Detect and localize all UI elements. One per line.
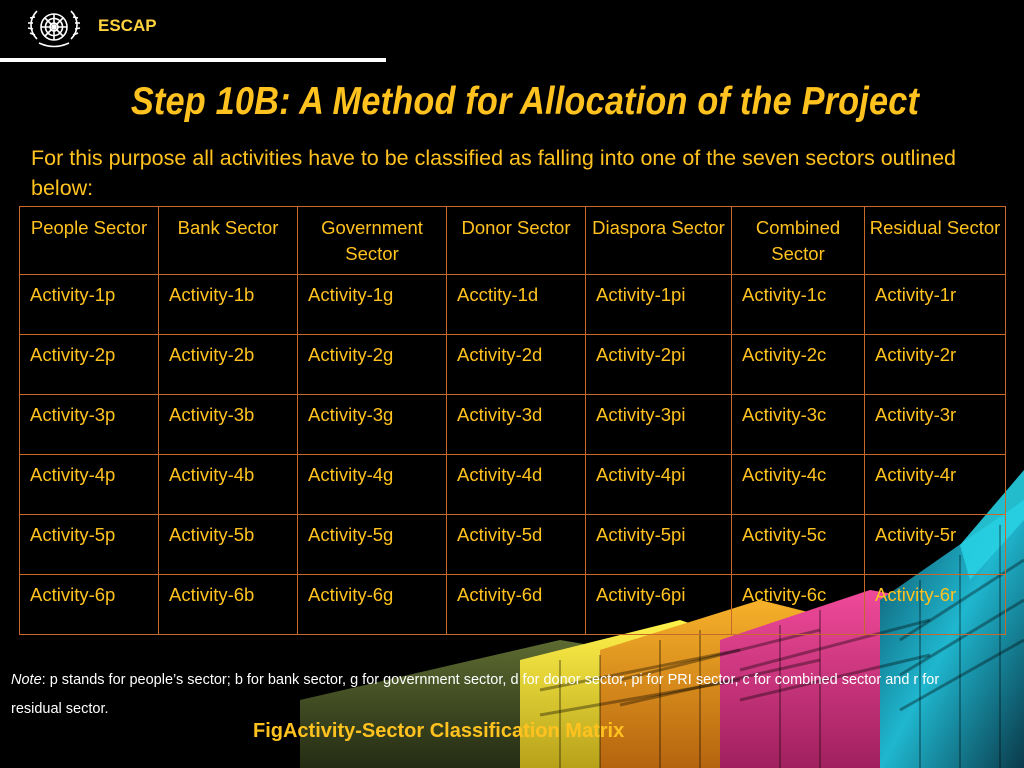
table-cell: Activity-5c (732, 515, 865, 575)
table-header-row (20, 207, 1006, 275)
table-cell: Activity-4g (298, 455, 447, 515)
table-cell: Activity-2d (447, 335, 586, 395)
table-row (20, 455, 1006, 515)
table-cell: Activity-6b (159, 575, 298, 635)
table-cell: Activity-5b (159, 515, 298, 575)
table-cell: Activity-6pi (586, 575, 732, 635)
table-cell: Activity-3d (447, 395, 586, 455)
table-cell: Activity-2pi (586, 335, 732, 395)
table-cell: Activity-5p (20, 515, 159, 575)
table-cell: Activity-2p (20, 335, 159, 395)
table-cell: Activity-5pi (586, 515, 732, 575)
figure-caption: FigActivity-Sector Classification Matrix (253, 720, 625, 742)
table-cell: Activity-3g (298, 395, 447, 455)
table-cell: Activity-1c (732, 275, 865, 335)
table-cell: Activity-1p (20, 275, 159, 335)
table-row (20, 515, 1006, 575)
table-cell: Activity-4pi (586, 455, 732, 515)
note-end: . (104, 701, 109, 717)
table-cell: Activity-4d (447, 455, 586, 515)
slide-title: Step 10B: A Method for Allocation of the Project (130, 80, 920, 123)
table-cell: Activity-3pi (586, 395, 732, 455)
table-cell: Activity-6r (865, 575, 1006, 635)
table-cell: Activity-1pi (586, 275, 732, 335)
footnote (11, 666, 971, 724)
table-cell: Activity-1b (159, 275, 298, 335)
column-header: People Sector (20, 207, 159, 275)
table-cell: Activity-3p (20, 395, 159, 455)
org-name: ESCAP (98, 16, 157, 35)
intro-text: For this purpose all activities have to be classified as falling into one of the seven sectors outlined below: (31, 146, 957, 200)
header-divider (0, 58, 386, 62)
table-cell: Activity-3c (732, 395, 865, 455)
table-cell: Activity-4c (732, 455, 865, 515)
table-row (20, 335, 1006, 395)
table-row (20, 395, 1006, 455)
table-cell: Activity-6d (447, 575, 586, 635)
note-label: Note (11, 672, 42, 688)
column-header: Donor Sector (447, 207, 586, 275)
table-cell: Activity-2r (865, 335, 1006, 395)
table-cell: Activity-4p (20, 455, 159, 515)
column-header: Diaspora Sector (586, 207, 732, 275)
un-emblem-icon (25, 3, 83, 53)
table-cell: Activity-6p (20, 575, 159, 635)
table-cell: Activity-4r (865, 455, 1006, 515)
table-cell: Activity-2c (732, 335, 865, 395)
table-row (20, 275, 1006, 335)
column-header: Combined Sector (732, 207, 865, 275)
table-cell: Activity-5d (447, 515, 586, 575)
table-cell: Activity-5r (865, 515, 1006, 575)
table-cell: Activity-1g (298, 275, 447, 335)
column-header: Bank Sector (159, 207, 298, 275)
table-cell: Activity-6g (298, 575, 447, 635)
table-cell: Activity-4b (159, 455, 298, 515)
column-header: Government Sector (298, 207, 447, 275)
table-cell: Acctity-1d (447, 275, 586, 335)
table-row (20, 575, 1006, 635)
table-cell: Activity-3b (159, 395, 298, 455)
table-cell: Activity-1r (865, 275, 1006, 335)
activity-sector-matrix (19, 206, 1006, 635)
table-cell: Activity-2b (159, 335, 298, 395)
table-cell: Activity-2g (298, 335, 447, 395)
table-cell: Activity-3r (865, 395, 1006, 455)
table-cell: Activity-5g (298, 515, 447, 575)
column-header: Residual Sector (865, 207, 1006, 275)
note-text: : p stands for people’s sector; b for bank sector, g for government sector, d for donor sector, pi for PRI sector, c for combined sector and r for residual sector (11, 672, 940, 717)
table-cell: Activity-6c (732, 575, 865, 635)
